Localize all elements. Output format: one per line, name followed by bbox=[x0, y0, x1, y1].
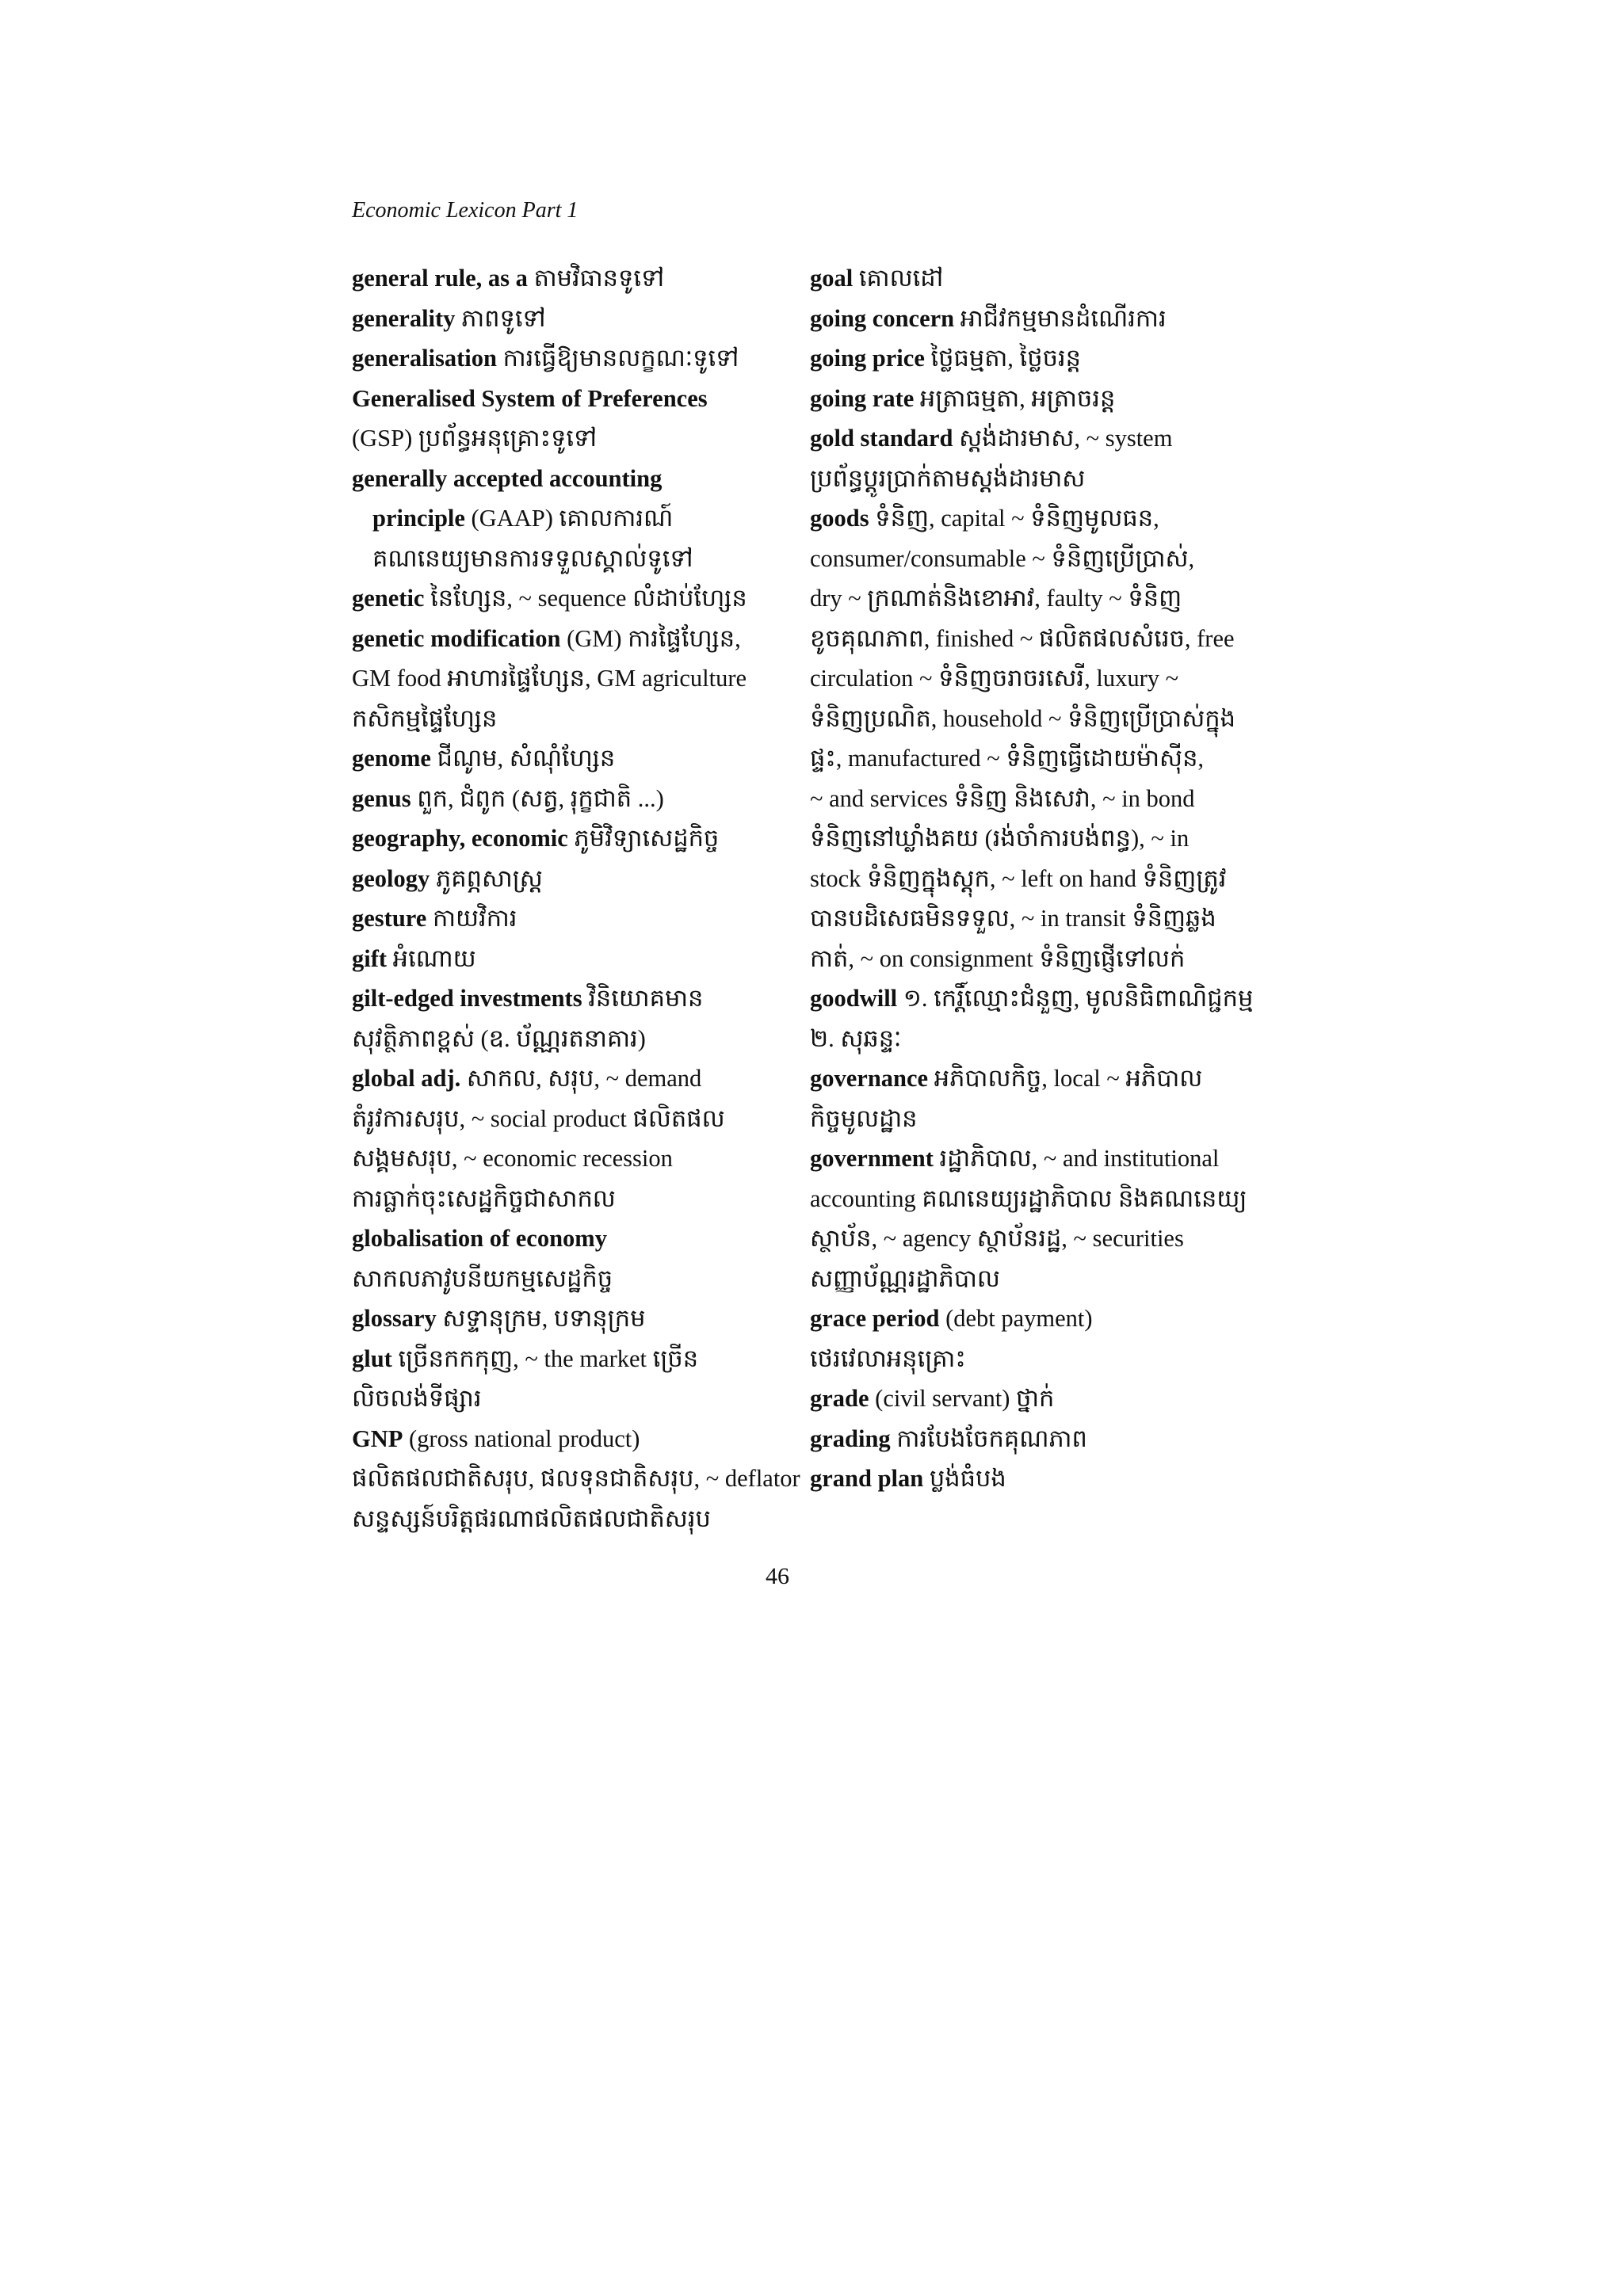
running-header: Economic Lexicon Part 1 bbox=[352, 198, 579, 223]
entry-line bbox=[810, 379, 1254, 419]
definition-text: លិចលង់ទីផ្សារ bbox=[352, 1385, 482, 1412]
entry-line bbox=[810, 658, 1254, 699]
definition-text: សាកលភាវូបនីយកម្មសេដ្ឋកិច្ច bbox=[352, 1264, 613, 1292]
headword: governance bbox=[810, 1065, 929, 1092]
definition-text: ការធ្លាក់ចុះសេដ្ឋកិច្ចជាសាកល bbox=[352, 1184, 616, 1212]
headword: going price bbox=[810, 345, 925, 372]
headword: genome bbox=[352, 745, 431, 772]
entry-line bbox=[352, 619, 796, 659]
headword: geology bbox=[352, 864, 430, 892]
definition-text: ~ and services ទំនិញ និងសេវា, ~ in bond bbox=[810, 784, 1195, 812]
headword: goods bbox=[810, 505, 869, 532]
definition-text: ផ្ទះ, manufactured ~ ទំនិញធ្វើដោយម៉ាស៊ីន, bbox=[810, 745, 1205, 772]
definition-text: តំរូវការសរុប, ~ social product ផលិតផល bbox=[352, 1104, 725, 1132]
headword: genetic bbox=[352, 585, 425, 612]
entry-line bbox=[352, 258, 796, 299]
entry-line bbox=[810, 1058, 1254, 1099]
entry-line bbox=[810, 418, 1254, 459]
entry-line bbox=[352, 299, 796, 339]
definition-text: សុវត្ថិភាពខ្ពស់ (ឧ. ប័ណ្ណរតនាគារ) bbox=[352, 1024, 646, 1052]
headword: GNP bbox=[352, 1425, 403, 1452]
definition-text: បានបដិសេធមិនទទួល, ~ in transit ទំនិញឆ្លង bbox=[810, 905, 1216, 932]
entry-line bbox=[352, 1379, 796, 1419]
definition-text: dry ~ ក្រណាត់និងខោអាវ, faulty ~ ទំនិញ bbox=[810, 585, 1182, 612]
entry-line bbox=[810, 779, 1254, 819]
headword: gesture bbox=[352, 905, 427, 932]
definition-text: ប្លង់ធំបង bbox=[923, 1465, 1006, 1492]
entry-line bbox=[352, 1459, 800, 1499]
headword: grading bbox=[810, 1425, 891, 1452]
definition-text: accounting គណនេយ្យរដ្ឋាភិបាល និងគណនេយ្យ bbox=[810, 1184, 1247, 1212]
entry-line bbox=[352, 699, 796, 739]
headword: grace period bbox=[810, 1305, 940, 1332]
entry-line bbox=[810, 818, 1254, 859]
definition-text: consumer/consumable ~ ទំនិញប្រើប្រាស់, bbox=[810, 544, 1195, 572]
headword: grade bbox=[810, 1385, 869, 1412]
entry-line bbox=[810, 939, 1254, 979]
headword: generally accepted accounting bbox=[352, 464, 663, 492]
definition-text: ប្រព័ន្ធប្តូរប្រាក់តាមស្តង់ដារមាស bbox=[810, 464, 1086, 492]
definition-text: ថ្លៃធម្មតា, ថ្លៃចរន្ត bbox=[924, 345, 1081, 372]
entry-line bbox=[810, 1179, 1254, 1219]
headword: generality bbox=[352, 304, 456, 332]
definition-text: កិច្ចមូលដ្ឋាន bbox=[810, 1104, 918, 1132]
definition-text: វិនិយោគមាន bbox=[582, 985, 704, 1012]
definition-text: ផលិតផលជាតិសរុប, ផលទុនជាតិសរុប, ~ deflator bbox=[352, 1465, 800, 1492]
definition-text: កាត់, ~ on consignment ទំនិញផ្ញើទៅលក់ bbox=[810, 944, 1186, 972]
entry-line bbox=[810, 859, 1254, 899]
headword: genus bbox=[352, 784, 411, 812]
headword: geography, economic bbox=[352, 825, 568, 852]
headword: gold standard bbox=[810, 425, 953, 452]
page-number: 46 bbox=[766, 1563, 789, 1589]
entry-line bbox=[352, 1299, 796, 1339]
entry-line bbox=[352, 539, 796, 579]
definition-text: អំណោយ bbox=[387, 944, 476, 972]
headword: goal bbox=[810, 265, 854, 292]
entry-line bbox=[810, 1419, 1254, 1459]
definition-text: ទំនិញនៅឃ្លាំងគយ (រង់ចាំការបង់ពន្ធ), ~ in bbox=[810, 825, 1190, 852]
definition-text: ការបែងចែកគុណភាព bbox=[890, 1425, 1087, 1452]
entry-line bbox=[810, 578, 1254, 619]
entry-line bbox=[810, 619, 1254, 659]
definition-text: សញ្ញាប័ណ្ណរដ្ឋាភិបាល bbox=[810, 1264, 1000, 1292]
entry-line bbox=[352, 779, 796, 819]
definition-text: (gross national product) bbox=[403, 1425, 640, 1452]
entry-line bbox=[352, 1259, 796, 1299]
definition-text: អភិបាលកិច្ច, local ~ អភិបាល bbox=[928, 1065, 1203, 1092]
definition-text: ១. កេរ្តិ៍ឈ្មោះជំនួញ, មូលនិធិពាណិជ្ជកម្ម bbox=[897, 985, 1254, 1012]
entry-line bbox=[352, 1219, 796, 1259]
entry-line bbox=[352, 978, 796, 1019]
entry-line bbox=[352, 1058, 796, 1099]
headword: gift bbox=[352, 944, 388, 972]
definition-text: គោលដៅ bbox=[853, 265, 944, 292]
entry-line bbox=[352, 658, 796, 699]
headword: genetic modification bbox=[352, 624, 561, 652]
entry-line bbox=[352, 859, 796, 899]
entry-line bbox=[810, 539, 1254, 579]
headword: globalisation of economy bbox=[352, 1225, 607, 1252]
entry-line bbox=[352, 818, 796, 859]
entry-line bbox=[352, 1099, 796, 1139]
definition-text: circulation ~ ទំនិញចរាចរសេរី, luxury ~ bbox=[810, 665, 1179, 692]
entry-line bbox=[810, 258, 1254, 299]
entry-line bbox=[810, 338, 1254, 379]
headword: glossary bbox=[352, 1305, 437, 1332]
headword: Generalised System of Preferences bbox=[352, 384, 708, 412]
entry-line bbox=[810, 738, 1254, 779]
entry-line bbox=[810, 459, 1254, 499]
headword: generalisation bbox=[352, 345, 497, 372]
definition-text: ថេរវេលាអនុគ្រោះ bbox=[810, 1344, 966, 1372]
headword: goodwill bbox=[810, 985, 898, 1012]
entry-line bbox=[810, 1299, 1254, 1339]
definition-text: ខូចគុណភាព, finished ~ ផលិតផលសំរេច, free bbox=[810, 624, 1235, 652]
entry-line bbox=[352, 578, 796, 619]
definition-text: (GAAP) គោលការណ៍ bbox=[464, 505, 674, 532]
entry-line bbox=[810, 1459, 1254, 1499]
entry-line bbox=[810, 898, 1254, 939]
entry-line bbox=[810, 1099, 1254, 1139]
entry-line bbox=[352, 738, 796, 779]
definition-text: ទំនិញប្រណិត, household ~ ទំនិញប្រើប្រាស់ក្នុង bbox=[810, 704, 1235, 732]
definition-text: ស្តង់ដារមាស, ~ system bbox=[953, 425, 1173, 452]
headword: principle bbox=[372, 505, 465, 532]
definition-text: ពួក, ជំពូក (សត្វ, រុក្ខជាតិ ...) bbox=[411, 784, 664, 812]
right-column bbox=[810, 258, 1254, 1499]
definition-text: ភូមិវិទ្យាសេដ្ឋកិច្ច bbox=[567, 825, 720, 852]
definition-text: ភូគព្ភសាស្ត្រ bbox=[430, 864, 543, 892]
entry-line bbox=[810, 1259, 1254, 1299]
entry-line bbox=[352, 498, 796, 539]
headword: glut bbox=[352, 1344, 392, 1372]
entry-line bbox=[352, 1179, 796, 1219]
entry-line bbox=[352, 459, 796, 499]
entry-line bbox=[810, 699, 1254, 739]
definition-text: សាកល, សរុប, ~ demand bbox=[460, 1065, 702, 1092]
definition-text: ជីណូម, សំណុំហ្សែន bbox=[430, 745, 616, 772]
entry-line bbox=[352, 418, 796, 459]
headword: gilt-edged investments bbox=[352, 985, 582, 1012]
headword: global adj. bbox=[352, 1065, 461, 1092]
definition-text: តាមវិធានទូទៅ bbox=[527, 265, 665, 292]
entry-line bbox=[810, 1339, 1254, 1379]
headword: government bbox=[810, 1145, 934, 1172]
entry-line bbox=[810, 1379, 1254, 1419]
definition-text: (civil servant) ថ្នាក់ bbox=[869, 1385, 1055, 1412]
definition-text: រដ្ឋាភិបាល, ~ and institutional bbox=[933, 1145, 1220, 1172]
definition-text: សទ្ទានុក្រម, បទានុក្រម bbox=[436, 1305, 646, 1332]
entry-line bbox=[352, 1419, 796, 1459]
definition-text: ស្ថាប័ន, ~ agency ស្ថាប័នរដ្ឋ, ~ securities bbox=[810, 1225, 1184, 1252]
headword: grand plan bbox=[810, 1465, 924, 1492]
definition-text: កសិកម្មផ្ទៃហ្សែន bbox=[352, 704, 498, 732]
definition-text: គណនេយ្យមានការទទួលស្គាល់ទូទៅ bbox=[372, 544, 693, 572]
definition-text: ភាពទូទៅ bbox=[455, 304, 546, 332]
entry-line bbox=[352, 939, 796, 979]
definition-text: សង្គមសរុប, ~ economic recession bbox=[352, 1145, 673, 1172]
entry-line bbox=[810, 1219, 1254, 1259]
definition-text: (debt payment) bbox=[939, 1305, 1093, 1332]
definition-text: ទំនិញ, capital ~ ទំនិញមូលធន, bbox=[869, 505, 1159, 532]
entry-line bbox=[352, 1499, 796, 1539]
entry-line bbox=[352, 338, 796, 379]
entry-line bbox=[352, 379, 796, 419]
entry-line bbox=[810, 1019, 1254, 1059]
entry-line bbox=[810, 498, 1254, 539]
definition-text: សន្ទស្សន៍បរិត្តផរណាផលិតផលជាតិសរុប bbox=[352, 1505, 711, 1532]
definition-text: ការធ្វើឱ្យមានលក្ខណៈទូទៅ bbox=[497, 345, 739, 372]
left-column bbox=[352, 258, 800, 1539]
entry-line bbox=[810, 1138, 1254, 1179]
headword: general rule, as a bbox=[352, 265, 528, 292]
definition-text: អត្រាធម្មតា, អត្រាចរន្ត bbox=[914, 384, 1116, 412]
headword: going concern bbox=[810, 304, 955, 332]
definition-text: stock ទំនិញក្នុងស្តុក, ~ left on hand ទំនិញត្រូវ bbox=[810, 864, 1227, 892]
entry-line bbox=[352, 1339, 796, 1379]
entry-line bbox=[352, 898, 796, 939]
definition-text: (GM) ការផ្ទៃហ្សែន, bbox=[560, 624, 741, 652]
definition-text: នៃហ្សែន, ~ sequence លំដាប់ហ្សែន bbox=[424, 585, 747, 612]
entry-line bbox=[352, 1019, 796, 1059]
entry-line bbox=[810, 299, 1254, 339]
definition-text: (GSP) ប្រព័ន្ធអនុគ្រោះទូទៅ bbox=[352, 425, 598, 452]
entry-line bbox=[352, 1138, 796, 1179]
definition-text: ច្រើនកកកុញ, ~ the market ច្រើន bbox=[391, 1344, 699, 1372]
definition-text: ២. សុឆន្ទៈ bbox=[810, 1024, 902, 1052]
definition-text: អាជីវកម្មមានដំណើរការ bbox=[954, 304, 1167, 332]
headword: going rate bbox=[810, 384, 915, 412]
definition-text: GM food អាហារផ្ទៃហ្សែន, GM agriculture bbox=[352, 665, 747, 692]
entry-line bbox=[810, 978, 1254, 1019]
definition-text: កាយវិការ bbox=[426, 905, 517, 932]
